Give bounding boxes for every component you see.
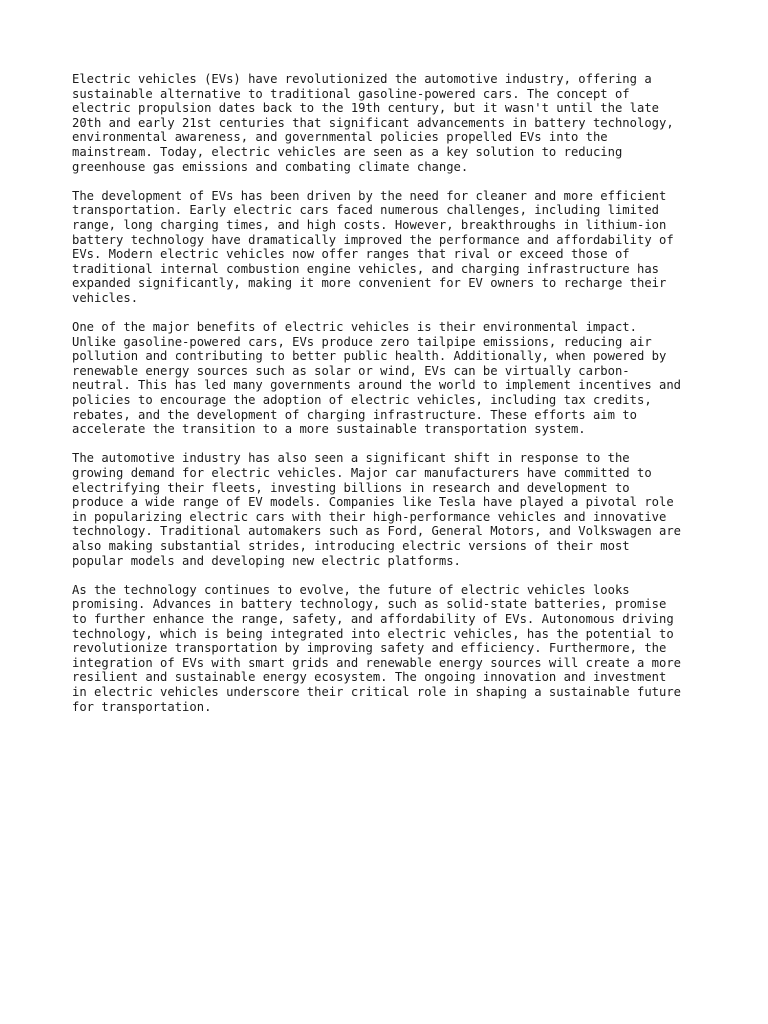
- paragraph-ev-development: The development of EVs has been driven by the need for cleaner and more efficient transportation. Early electric cars faced numerous challenges, including limited range, long charging times, and high costs. However, breakthroughs in lithium-ion battery technology have dramatically improved the performance and affordability of EVs. Modern electric vehicles now offer ranges that rival or exceed those of traditional internal combustion engine vehicles, and charging infrastructure has expanded significantly, making it more convenient for EV owners to recharge their vehicles.: [72, 188, 674, 305]
- paragraph-future-outlook: As the technology continues to evolve, the future of electric vehicles looks promising. Advances in battery technology, such as solid-state batteries, promise to further enhance the range, safety, and affordability of EVs. Autonomous driving technology, which is being integrated into electric vehicles, has the potential to revolutionize transportation by improving safety and efficiency. Furthermore, the integration of EVs with smart grids and renewable energy sources will create a more resilient and sustainable energy ecosystem. The ongoing innovation and investment in electric vehicles underscore their critical role in shaping a sustainable future for transportation.: [72, 582, 682, 714]
- paragraph-environmental-benefits: One of the major benefits of electric vehicles is their environmental impact. Unlike gasoline-powered cars, EVs produce zero tailpipe emissions, reducing air pollution and contributing to better public health. Additionally, when powered by renewable energy sources such as solar or wind, EVs can be virtually carbon- neutral. This has led many governments around the world to implement incentives and policies to encourage the adoption of electric vehicles, including tax credits, rebates, and the development of charging infrastructure. These efforts aim to accelerate the transition to a more sustainable transportation system.: [72, 320, 682, 437]
- paragraph-ev-introduction: Electric vehicles (EVs) have revolutionized the automotive industry, offering a sustainable alternative to traditional gasoline-powered cars. The concept of electric propulsion dates back to the 19th century, but it wasn't until the late 20th and early 21st centuries that significant advancements in battery technology, environmental awareness, and governmental policies propelled EVs into the mainstream. Today, electric vehicles are seen as a key solution to reducing greenhouse gas emissions and combating climate change.: [72, 72, 674, 174]
- document-body: [72, 72, 702, 729]
- paragraph-industry-shift: The automotive industry has also seen a significant shift in response to the growing demand for electric vehicles. Major car manufacturers have committed to electrifying their fleets, investing billions in research and development to produce a wide range of EV models. Companies like Tesla have played a pivotal role in popularizing electric cars with their high-performance vehicles and innovative technology. Traditional automakers such as Ford, General Motors, and Volkswagen are also making substantial strides, introducing electric versions of their most popular models and developing new electric platforms.: [72, 451, 682, 568]
